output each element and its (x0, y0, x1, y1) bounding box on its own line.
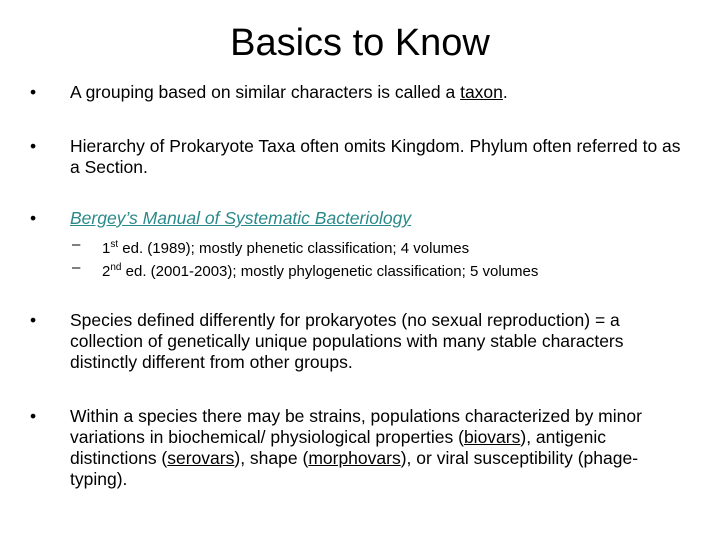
bullet-text: Hierarchy of Prokaryote Taxa often omits Kingdom. Phylum often referred to as a Section. (70, 136, 681, 177)
sub-bullet-marker: – (72, 236, 81, 253)
sub-bullet-marker: – (72, 259, 81, 276)
bullet-marker: • (30, 406, 37, 426)
bullet-text: A grouping based on similar characters is called a taxon. (70, 82, 508, 102)
term-morphovars: morphovars (308, 448, 401, 468)
bullet-marker: • (30, 82, 37, 102)
slide-title: Basics to Know (230, 22, 490, 64)
bullet-text: Species defined differently for prokaryotes (no sexual reproduction) = a collection of genetically unique populations with many stable characters distinctly different from other groups. (70, 310, 624, 372)
term-serovars: serovars (167, 448, 235, 468)
sub-bullet-second-edition: – 2nd ed. (2001-2003); mostly phylogenetic classification; 5 volumes (72, 259, 539, 280)
bergeys-manual-link[interactable]: Bergey’s Manual of Systematic Bacteriology (70, 208, 412, 228)
bullet-hierarchy (30, 136, 690, 178)
bullet-marker: • (30, 208, 37, 228)
bullet-marker: • (30, 310, 37, 330)
bullet-marker: • (30, 136, 37, 156)
bullet-text: Within a species there may be strains, populations characterized by minor variations in biochemical/ physiological properties (biovars), antigenic distinctions (serovars), shape (morphovars), or viral susceptibility (phage-typing). (70, 406, 642, 489)
bullet-bergeys (30, 208, 690, 229)
term-biovars: biovars (463, 427, 521, 447)
sub-bullet-first-edition: – 1st ed. (1989); mostly phenetic classification; 4 volumes (72, 236, 470, 257)
term-taxon: taxon (460, 82, 503, 102)
bullet-strains (30, 406, 690, 490)
bullet-taxon (30, 82, 690, 103)
bullet-species-definition (30, 310, 690, 373)
